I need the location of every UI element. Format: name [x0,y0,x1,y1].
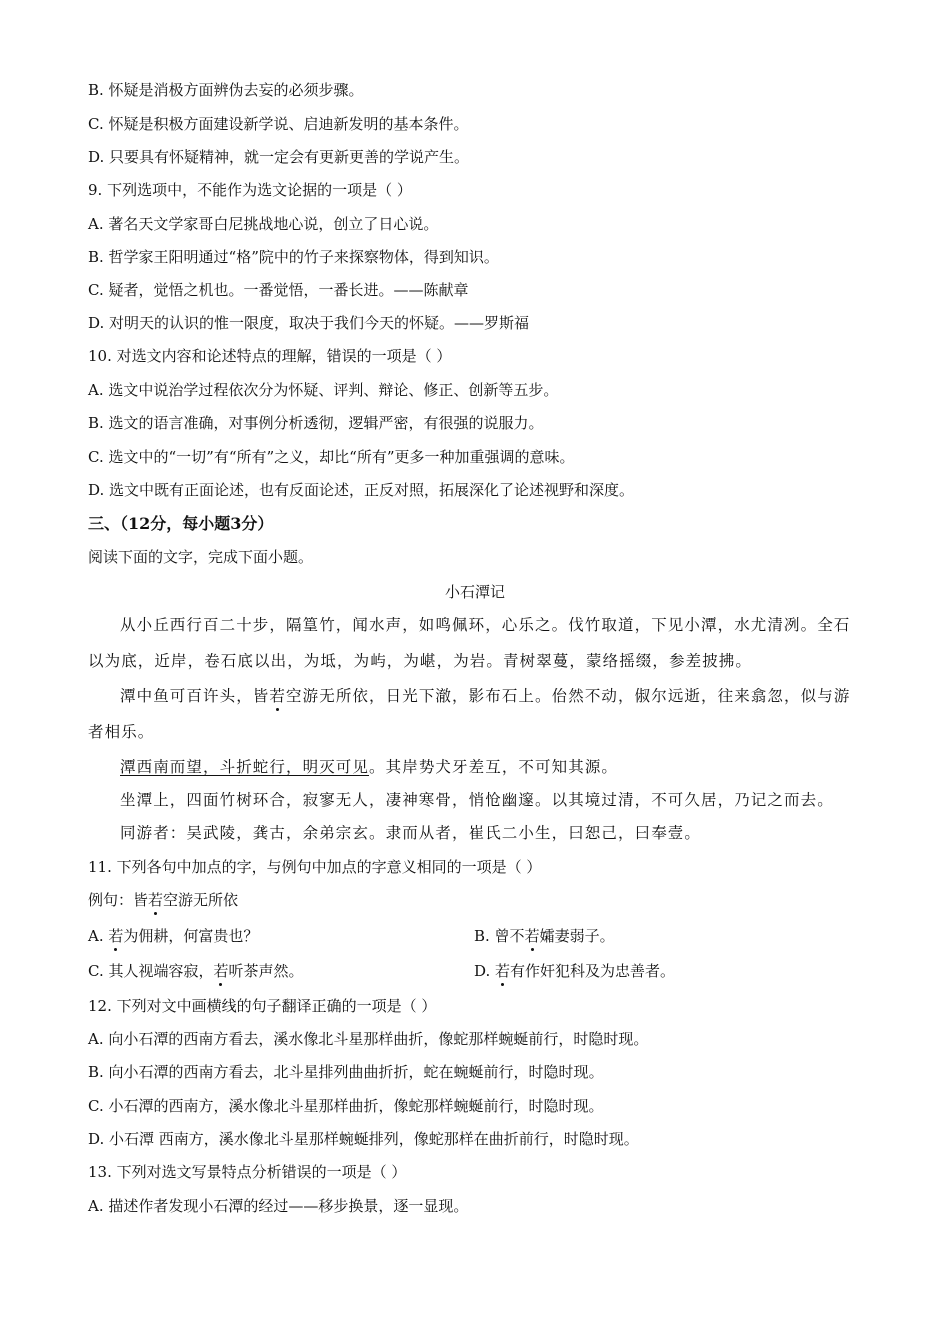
passage-p2-line1 [120,686,890,706]
section-instruction: 阅读下面的文字，完成下面小题。 [88,548,314,566]
q10-option-a: A. 选文中说治学过程依次分为怀疑、评判、辩论、修正、创新等五步。 [88,381,559,399]
q9-stem: 9. 下列选项中，不能作为选文论据的一项是（ ） [88,181,412,199]
q11-example [88,890,890,910]
passage-p1-line2: 以为底，近岸，卷石底以出，为坻，为屿，为嵁，为岩。青树翠蔓，蒙络摇缀，参差披拂。 [88,652,753,670]
q11-c-post: 听茶声然。 [228,962,304,980]
q11-stem: 11. 下列各句中加点的字，与例句中加点的字意义相同的一项是（ ） [88,858,542,876]
q12-option-b: B. 向小石潭的西南方看去，北斗星排列曲曲折折，蛇在蜿蜒前行，时隐时现。 [88,1063,604,1081]
q13-stem: 13. 下列对选文写景特点分析错误的一项是（ ） [88,1163,407,1181]
q10-option-d: D. 选文中既有正面论述，也有反面论述，正反对照，拓展深化了论述视野和深度。 [88,481,635,499]
q11-example-pre: 例句：皆 [88,891,149,909]
q11-a-pre: A. [88,927,109,945]
passage-p2-text-pre: 潭中鱼可百许头，皆 [120,687,270,705]
q11-a-post: 为佣耕，何富贵也？ [123,927,259,945]
q11-b-pre: B. 曾不 [474,927,525,945]
q12-option-a: A. 向小石潭的西南方看去，溪水像北斗星那样曲折，像蛇那样蜿蜒前行，时隐时现。 [88,1030,649,1048]
q10-stem: 10. 对选文内容和论述特点的理解，错误的一项是（ ） [88,347,452,365]
q12-option-c: C. 小石潭的西南方，溪水像北斗星那样曲折，像蛇那样蜿蜒前行，时隐时现。 [88,1097,604,1115]
passage-title: 小石潭记 [444,583,505,601]
dotted-char: 若 [148,891,164,909]
q11-example-post: 空游无所依 [163,891,239,909]
q11-c-pre: C. 其人视端容寂， [88,962,214,980]
underlined-sentence: 潭西南而望，斗折蛇行，明灭可见 [120,758,370,776]
passage-p4: 坐潭上，四面竹树环合，寂寥无人，凄神寒骨，悄怆幽邃。以其境过清，不可久居，乃记之而去。 [120,791,834,809]
passage-p2-text-post: 空游无所依，日光下澈，影布石上。佁然不动，俶尔远逝，往来翕忽，似与游 [286,687,851,705]
q11-d-pre: D. [474,962,496,980]
passage-p5: 同游者：吴武陵，龚古，余弟宗玄。隶而从者，崔氏二小生，曰恕己，曰奉壹。 [120,824,702,842]
dotted-char: 若 [524,927,540,945]
q10-option-c: C. 选文中的“一切”有“所有”之义，却比“所有”更多一种加重强调的意味。 [88,448,575,466]
q12-option-d: D. 小石潭 西南方，溪水像北斗星那样蜿蜒排列，像蛇那样在曲折前行，时隐时现。 [88,1130,639,1148]
dotted-char: 若 [495,962,511,980]
q11-option-b [474,926,615,946]
passage-p2-line2: 者相乐。 [88,723,155,741]
q8-option-c: C. 怀疑是积极方面建设新学说、启迪新发明的基本条件。 [88,115,469,133]
q12-stem: 12. 下列对文中画横线的句子翻译正确的一项是（ ） [88,997,437,1015]
dotted-char: 若 [108,927,124,945]
q9-option-a: A. 著名天文学家哥白尼挑战地心说，创立了日心说。 [88,215,439,233]
passage-p3 [120,757,890,777]
q8-option-b: B. 怀疑是消极方面辨伪去妄的必须步骤。 [88,81,364,99]
q10-option-b: B. 选文的语言准确，对事例分析透彻，逻辑严密，有很强的说服力。 [88,414,544,432]
section-heading: 三、（12分，每小题3分） [88,514,274,533]
q13-option-a: A. 描述作者发现小石潭的经过——移步换景，逐一显现。 [88,1197,469,1215]
dotted-char: 若 [213,962,229,980]
q9-option-c: C. 疑者，觉悟之机也。一番觉悟，一番长进。——陈献章 [88,281,469,299]
dotted-char: 若 [269,687,287,705]
q11-d-post: 有作奸犯科及为忠善者。 [510,962,676,980]
q9-option-d: D. 对明天的认识的惟一限度，取决于我们今天的怀疑。——罗斯福 [88,314,530,332]
q11-b-post: 孀妻弱子。 [539,927,615,945]
q11-option-d [474,961,675,981]
passage-p3-rest: 。其岸势犬牙差互，不可知其源。 [369,758,619,776]
q9-option-b: B. 哲学家王阳明通过“格”院中的竹子来探察物体，得到知识。 [88,248,499,266]
q8-option-d: D. 只要具有怀疑精神，就一定会有更新更善的学说产生。 [88,148,470,166]
passage-p1-line1: 从小丘西行百二十步，隔篁竹，闻水声，如鸣佩环，心乐之。伐竹取道，下见小潭，水尤清冽。全石 [120,616,851,634]
